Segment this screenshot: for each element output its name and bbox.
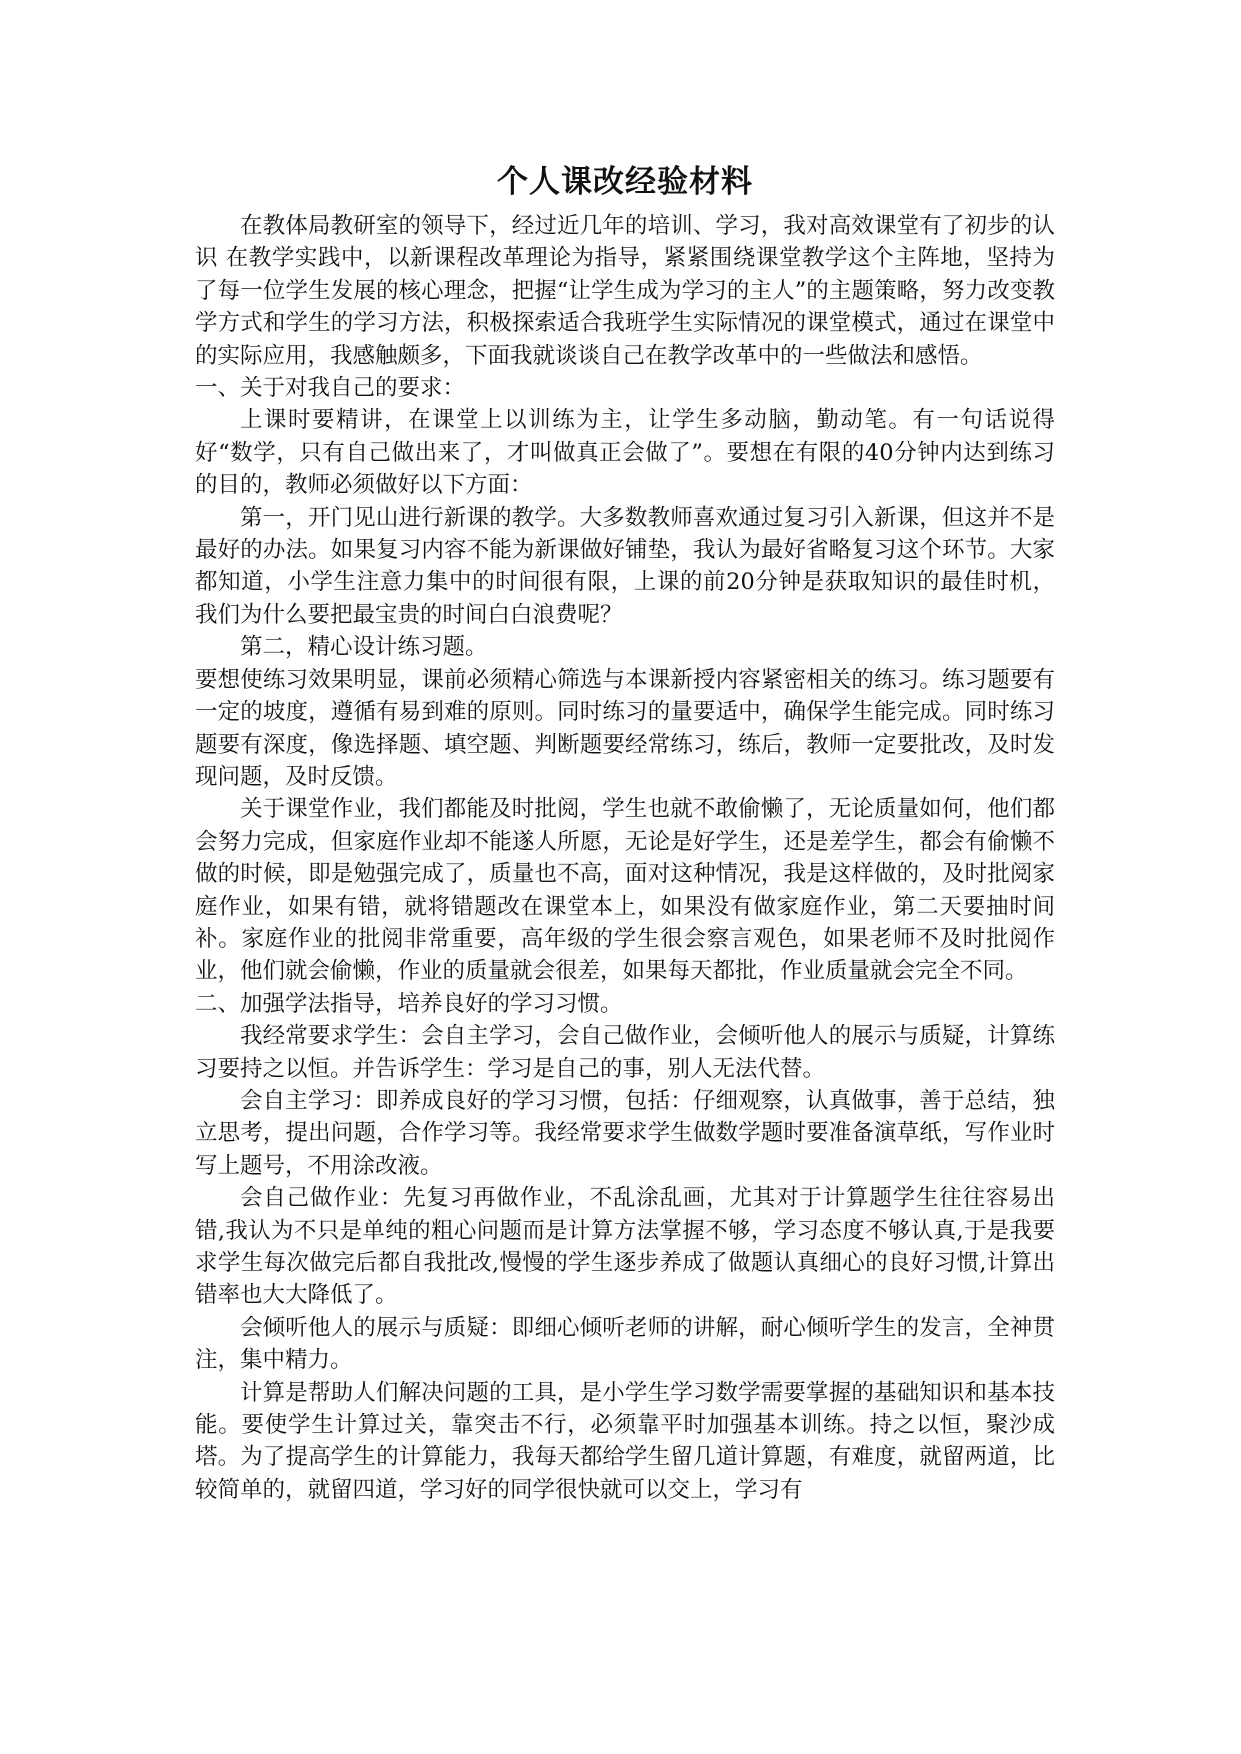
section-text: 一、关于对我自己的要求： [195,375,466,402]
document-title: 个人课改经验材料 [497,164,753,200]
paragraph: 会自己做作业：先复习再做作业，不乱涂乱画，尤其对于计算题学生往往容易出错,我认为不只是单纯的粗心问题而是计算方法掌握不够，学习态度不够认真,于是我要求学生每次做完后都自我批改,慢慢的学生逐步养成了做题认真细心的良好习惯,计算出错率也大大降低了。 [195,1185,1055,1309]
paragraph: 在教体局教研室的领导下，经过近几年的培训、学习，我对高效课堂有了初步的认识 在教学实践中，以新课程改革理论为指导，紧紧围绕课堂教学这个主阵地，坚持为了每一位学生发展的核心理念，把握“让学生成为学习的主人”的主题策略，努力改变教学方式和学生的学习方法，积极探索适合我班学生实际情况的课堂模式，通过在课堂中的实际应用，我感触颇多，下面我就谈谈自己在教学改革中的一些做法和感悟。 [195,213,1055,369]
paragraph: 第一，开门见山进行新课的教学。大多数教师喜欢通过复习引入新课，但这并不是最好的办法。如果复习内容不能为新课做好铺垫，我认为最好省略复习这个环节。大家都知道，小学生注意力集中的时间很有限，上课的前20分钟是获取知识的最佳时机，我们为什么要把最宝贵的时间白白浪费呢？ [195,504,1055,628]
document-body [195,210,1055,1506]
document-page [195,158,1055,1506]
paragraph: 第二，精心设计练习题。 [240,634,488,661]
section-text: 二、加强学法指导，培养良好的学习习惯。 [195,990,623,1017]
paragraph: 会倾听他人的展示与质疑：即细心倾听老师的讲解，耐心倾听学生的发言，全神贯注，集中精力。 [195,1314,1055,1374]
paragraph: 会自主学习：即养成良好的学习习惯，包括：仔细观察，认真做事，善于总结，独立思考，提出问题，合作学习等。我经常要求学生做数学题时要准备演草纸，写作业时写上题号，不用涂改液。 [195,1087,1055,1179]
section-text: 要想使练习效果明显，课前必须精心筛选与本课新授内容紧密相关的练习。练习题要有一定的坡度，遵循有易到难的原则。同时练习的量要适中，确保学生能完成。同时练习题要有深度，像选择题、填空题、判断题要经常练习，练后，教师一定要批改，及时发现问题，及时反馈。 [195,666,1055,790]
paragraph: 上课时要精讲，在课堂上以训练为主，让学生多动脑，勤动笔。有一句话说得好“数学，只有自己做出来了，才叫做真正会做了”。要想在有限的40分钟内达到练习的目的，教师必须做好以下方面： [195,407,1055,499]
paragraph: 关于课堂作业，我们都能及时批阅，学生也就不敢偷懒了，无论质量如何，他们都会努力完成，但家庭作业却不能遂人所愿，无论是好学生，还是差学生，都会有偷懒不做的时候，即是勉强完成了，质量也不高，面对这种情况，我是这样做的，及时批阅家庭作业，如果有错，就将错题改在课堂本上，如果没有做家庭作业，第二天要抽时间补。家庭作业的批阅非常重要，高年级的学生很会察言观色，如果老师不及时批阅作业，他们就会偷懒，作业的质量就会很差，如果每天都批，作业质量就会完全不同。 [195,796,1055,985]
paragraph: 计算是帮助人们解决问题的工具，是小学生学习数学需要掌握的基础知识和基本技能。要使学生计算过关，靠突击不行，必须靠平时加强基本训练。持之以恒，聚沙成塔。为了提高学生的计算能力，我每天都给学生留几道计算题，有难度，就留两道，比较简单的，就留四道，学习好的同学很快就可以交上，学习有 [195,1379,1055,1503]
paragraph: 我经常要求学生：会自主学习，会自己做作业，会倾听他人的展示与质疑，计算练习要持之以恒。并告诉学生：学习是自己的事，别人无法代替。 [195,1023,1055,1082]
